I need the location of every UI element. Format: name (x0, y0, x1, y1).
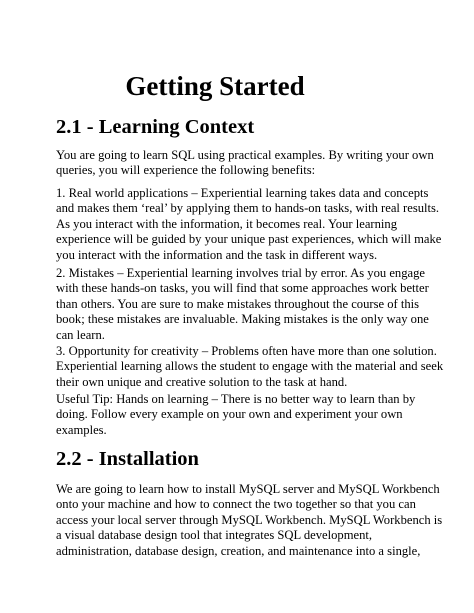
text-line: and makes them ‘real’ by applying them to hands-on tasks, with real results. (56, 201, 440, 216)
text-line: can learn. (56, 327, 105, 342)
text-line: onto your machine and how to connect the two together so that you can (56, 497, 416, 512)
text-line: experience will be guided by your unique past experiences, which will make (56, 232, 442, 247)
text-line: Experiential learning allows the student to engage with the material and seek (56, 359, 444, 374)
text-line: with these hands-on tasks, you will find that some approaches work better (56, 281, 429, 296)
text-line: their own unique and creative solution to the task at hand. (56, 374, 348, 389)
text-line: doing. Follow every example on your own and experiment your own (56, 407, 403, 422)
page-title: Getting Started (125, 71, 305, 101)
text-line: administration, database design, creation, and maintenance into a single, (56, 543, 421, 558)
text-line: book; these mistakes are invaluable. Making mistakes is the only way one (56, 312, 429, 327)
text-line: examples. (56, 422, 107, 437)
text-line: a visual database design tool that integrates SQL development, (56, 528, 373, 543)
paragraph-installation (56, 482, 443, 559)
text-line: than others. You are sure to make mistakes throughout the course of this (56, 296, 420, 311)
paragraph-opportunity-for-creativity (56, 344, 444, 390)
text-line: 3. Opportunity for creativity – Problems often have more than one solution. (56, 344, 437, 358)
section-heading-learning-context: 2.1 - Learning Context (56, 116, 255, 138)
section-heading-installation: 2.2 - Installation (56, 448, 199, 470)
paragraph-mistakes (56, 266, 428, 343)
paragraph-real-world-applications (56, 186, 442, 263)
text-line: access your local server through MySQL Workbench. MySQL Workbench is (56, 512, 443, 527)
text-line: you interact with the information and the task in different ways. (56, 247, 378, 262)
text-line: You are going to learn SQL using practical examples. By writing your own (56, 148, 434, 162)
paragraph-intro (56, 148, 434, 179)
text-line: 2. Mistakes – Experiential learning involves trial by error. As you engage (56, 266, 425, 280)
paragraph-useful-tip (56, 392, 428, 438)
text-line: We are going to learn how to install MySQL server and MySQL Workbench (56, 482, 440, 496)
text-line: Useful Tip: Hands on learning – There is no better way to learn than by (56, 392, 416, 406)
text-line: queries, you will experience the following benefits: (56, 163, 316, 178)
text-line: As you interact with the information, it becomes real. Your learning (56, 216, 398, 231)
text-line: 1. Real world applications – Experiential learning takes data and concepts (56, 186, 429, 200)
